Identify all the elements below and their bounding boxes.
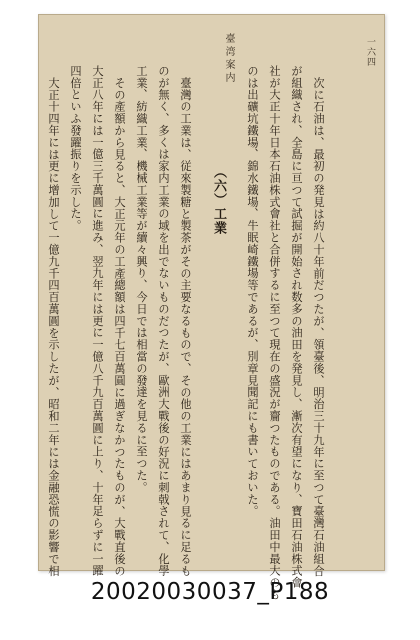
paragraph-line: 次に石油は、最初の発見は約八十年前だつたが、領臺後、明治三十九年に至つて臺灣石油組合 (312, 77, 325, 577)
running-title: 臺湾案内 (223, 33, 234, 85)
paragraph-line: 臺灣の工業は、従來製糖と製茶がその主要なるもので、その他の工業にはあまり見るに足るも (179, 77, 192, 577)
paragraph-line: その產額から見ると、大正元年の工產總額は四千七百萬圓に過ぎなかつたものが、大戰直後の (113, 77, 126, 577)
paragraph-line: 大正十四年には更に增加して一億九千四百萬圓を示したが、昭和二年には金融恐慌の影響で相 (47, 77, 60, 577)
paragraph-line: 四倍といふ發躍振りを示した。 (69, 65, 82, 232)
paragraph-line: 大正八年には一億三千萬圓に進み、翌九年には更に一億八千九百萬圓に上り、十年足らずに一躍 (91, 65, 104, 577)
image-caption: 20020030037_P188 (90, 579, 330, 605)
section-heading: （六）工業 (211, 165, 226, 235)
page-number: 一六四 (365, 37, 375, 67)
paragraph-line: のが無く、多くは家内工業の域を出でないものだつたが、歐洲大戰後の好況に刺戟されて、化學 (157, 65, 170, 577)
paragraph-line: 社が大正十年日本石油株式會社と合併するに至つて現在の盛況が齎つたものである。油田中最大のも (268, 65, 281, 601)
paragraph-line: が組織され、全島に亘つて試掘が開始され数多の油田を発見し、漸次有望になり、寶田石油株式會 (290, 65, 303, 589)
paragraph-line: のは出礦坑鐵場、錦水鐵場、牛眠崎鐵場等であるが、別章見聞記にも書いておいた。 (246, 65, 259, 518)
paragraph-line: 工業、紡織工業、機械工業等が續々興り、今日では相當の發達を見るに至つた。 (135, 65, 148, 494)
